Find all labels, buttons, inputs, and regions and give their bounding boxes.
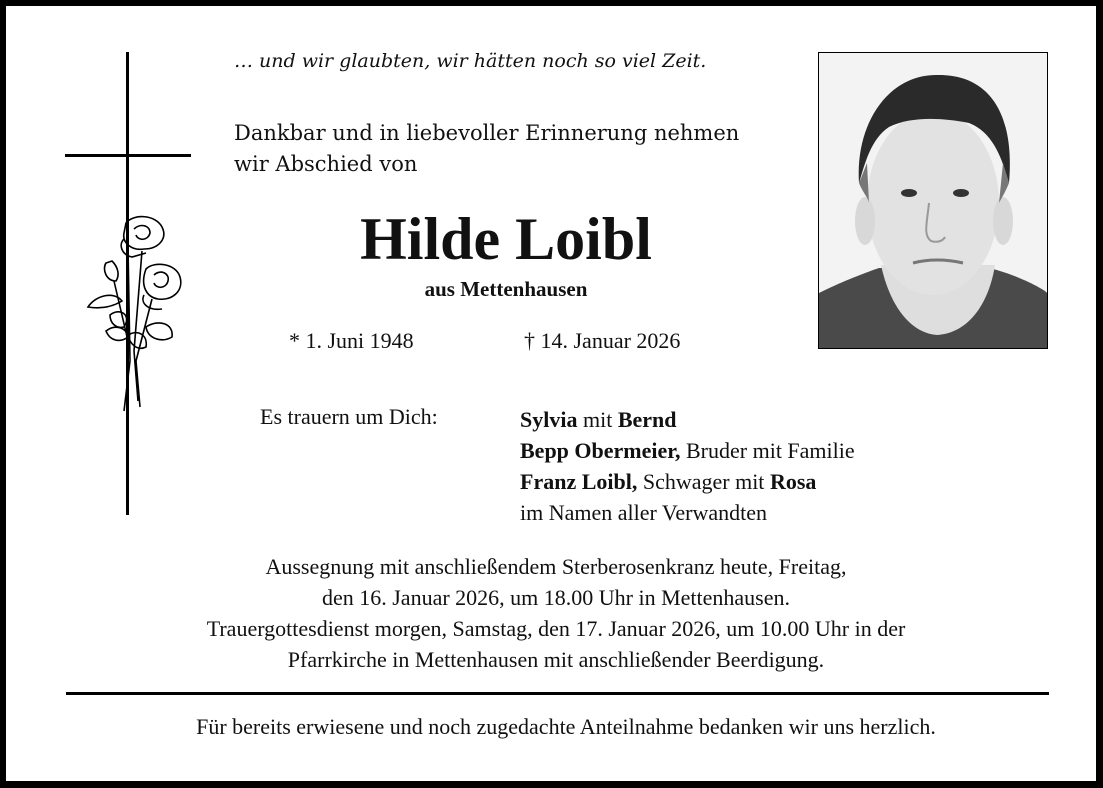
mourner-name: Rosa: [769, 469, 817, 494]
quote-text: … und wir glaubten, wir hätten noch so viel Zeit.: [234, 50, 707, 72]
mourners-label: Es trauern um Dich:: [260, 404, 438, 429]
service-line: Pfarrkirche in Mettenhausen mit anschließender Beerdigung.: [287, 647, 825, 672]
service-line: den 16. Januar 2026, um 18.00 Uhr in Mettenhausen.: [321, 585, 791, 610]
mourner-name: Bernd: [617, 407, 677, 432]
mourner-relation: mit: [577, 407, 618, 432]
intro-text: [234, 118, 739, 180]
birth-date: * 1. Juni 1948: [289, 328, 414, 353]
mourner-relation: im Namen aller Verwandten: [520, 500, 768, 525]
service-info: [46, 551, 1066, 675]
thanks-text: Für bereits erwiesene und noch zugedachte Anteilnahme bedanken wir uns herzlich.: [196, 714, 936, 739]
mourner-relation: Bruder mit Familie: [680, 438, 855, 463]
intro-line: wir Abschied von: [234, 152, 418, 176]
deceased-name: Hilde Loibl: [360, 206, 652, 272]
mourner-name: Bepp Obermeier,: [520, 438, 681, 463]
portrait-image: [819, 53, 1047, 348]
service-line: Aussegnung mit anschließendem Sterberosenkranz heute, Freitag,: [265, 554, 847, 579]
death-date: † 14. Januar 2026: [524, 328, 681, 353]
mourner-line: [520, 404, 855, 435]
cross-icon-horizontal: [65, 154, 191, 157]
roses-icon: [84, 211, 189, 421]
divider: [66, 692, 1049, 695]
service-line: Trauergottesdienst morgen, Samstag, den 17. Januar 2026, um 10.00 Uhr in der: [206, 616, 906, 641]
mourner-name: Franz Loibl,: [520, 469, 638, 494]
mourner-line: [520, 497, 855, 528]
mourner-line: [520, 466, 855, 497]
origin-text: aus Mettenhausen: [424, 277, 588, 301]
mourners-list: [520, 404, 855, 528]
mourner-line: [520, 435, 855, 466]
portrait-photo: [818, 52, 1048, 349]
mourner-relation: Schwager mit: [637, 469, 770, 494]
intro-line: Dankbar und in liebevoller Erinnerung nehmen: [234, 121, 740, 145]
mourner-name: Sylvia: [520, 407, 578, 432]
